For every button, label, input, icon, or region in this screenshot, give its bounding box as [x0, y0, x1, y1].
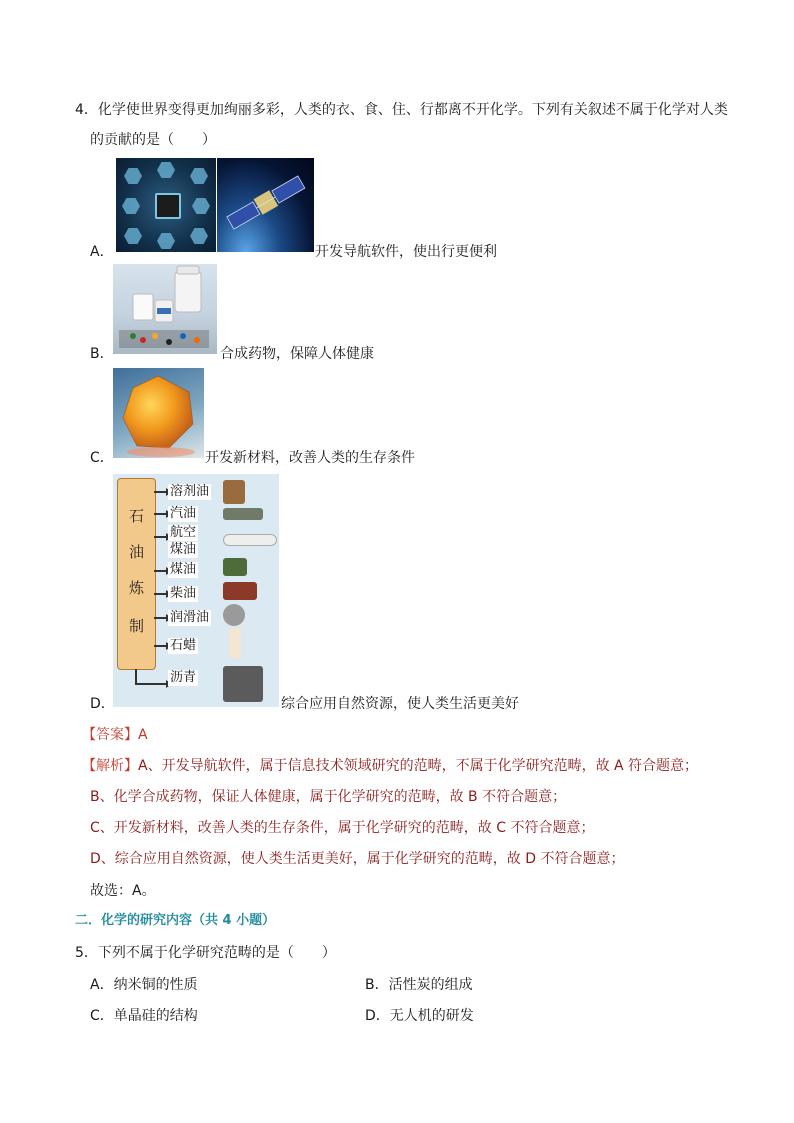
option-4d-text: 综合应用自然资源，使人类生活更美好	[281, 696, 519, 712]
nanomaterial-image	[113, 368, 204, 458]
satellite-icon	[217, 158, 314, 252]
option-5b-letter: B．	[365, 977, 389, 993]
bottom-connector	[135, 669, 137, 683]
product-label: 煤油	[170, 542, 197, 557]
tractor-icon	[223, 582, 257, 600]
car-icon	[223, 508, 263, 520]
section-heading: 二．化学的研究内容（共 4 小题）	[75, 913, 276, 928]
medicine-image	[113, 264, 217, 354]
arrow-icon	[135, 683, 167, 685]
column-char: 制	[128, 617, 144, 635]
product-label: 石蜡	[170, 638, 197, 653]
option-4c-text: 开发新材料，改善人类的生存条件	[205, 450, 415, 466]
product-label: 汽油	[170, 506, 197, 521]
option-5c-text: 单晶硅的结构	[113, 1008, 198, 1024]
arrow-icon	[154, 536, 167, 538]
column-char: 炼	[128, 579, 144, 597]
question-4-stem-text: 化学使世界变得更加绚丽多彩，人类的衣、食、住、行都离不开化学。下列有关叙述不属于化学对人类	[97, 102, 728, 118]
analysis-text: A、开发导航软件，属于信息技术领域研究的范畴，不属于化学研究范畴，故 A 符合题意；	[138, 758, 699, 774]
petroleum-refining-diagram	[113, 474, 279, 707]
smart-devices-image	[116, 158, 216, 252]
option-4b-text: 合成药物，保障人体健康	[220, 346, 374, 362]
arrow-icon	[154, 617, 167, 619]
arrow-icon	[154, 513, 167, 515]
option-5d-letter: D．	[365, 1008, 390, 1024]
question-4-stem-line-1	[75, 100, 728, 120]
truck-icon	[223, 558, 247, 576]
candle-icon	[229, 628, 241, 658]
arrow-icon	[154, 570, 167, 572]
product-label: 溶剂油	[170, 484, 210, 499]
answer-label: 【答案】	[82, 727, 138, 743]
analysis-label: 【解析】	[82, 758, 138, 774]
option-4c-letter: C．	[90, 450, 114, 466]
column-char: 石	[128, 507, 144, 525]
option-5b	[365, 975, 473, 995]
option-5d-text: 无人机的研发	[389, 1008, 474, 1024]
product-label: 柴油	[170, 586, 197, 601]
option-5a-letter: A．	[90, 977, 114, 993]
conclusion: 故选：A。	[90, 883, 156, 899]
bearing-icon	[223, 604, 245, 626]
option-5c-letter: C．	[90, 1008, 114, 1024]
chip-icon	[155, 193, 181, 219]
pill-bottles-icon	[113, 264, 217, 354]
option-5a	[90, 975, 198, 995]
analysis-line-3: C、开发新材料，改善人类的生存条件，属于化学研究的范畴，故 C 不符合题意；	[90, 820, 595, 836]
product-label: 沥青	[170, 670, 197, 685]
question-4-number: 4．	[75, 102, 98, 118]
product-label: 航空	[170, 525, 197, 540]
option-4b-letter: B．	[90, 346, 114, 362]
arrow-icon	[154, 593, 167, 595]
product-label: 煤油	[170, 562, 197, 577]
arrow-icon	[154, 491, 167, 493]
question-5-stem	[75, 943, 336, 963]
question-5-number: 5．	[75, 945, 98, 961]
satellite-image	[217, 158, 314, 252]
column-char: 油	[128, 543, 144, 561]
question-4-stem-line-2: 的贡献的是（ ）	[90, 132, 216, 148]
refining-column	[117, 478, 156, 670]
option-4a-letter: A．	[90, 244, 114, 260]
product-label: 润滑油	[170, 610, 210, 625]
nanosphere-icon	[113, 368, 204, 458]
analysis-line-4: D、综合应用自然资源，使人类生活更美好，属于化学研究的范畴，故 D 不符合题意；	[90, 851, 625, 867]
option-5d	[365, 1006, 474, 1026]
option-4a-text: 开发导航软件，使出行更便利	[315, 244, 497, 260]
option-5c	[90, 1006, 198, 1026]
option-5a-text: 纳米铜的性质	[113, 977, 198, 993]
option-5b-text: 活性炭的组成	[388, 977, 473, 993]
airplane-icon	[223, 534, 277, 546]
analysis-line-1	[82, 756, 698, 776]
arrow-icon	[154, 645, 167, 647]
answer-value: A	[138, 727, 148, 743]
analysis-line-2: B、化学合成药物，保证人体健康，属于化学研究的范畴，故 B 不符合题意；	[90, 789, 567, 805]
answer-line	[82, 725, 148, 745]
road-roller-icon	[223, 666, 263, 702]
barrel-icon	[223, 480, 245, 504]
option-4d-letter: D．	[90, 696, 115, 712]
question-5-stem-text: 下列不属于化学研究范畴的是（ ）	[97, 945, 336, 961]
